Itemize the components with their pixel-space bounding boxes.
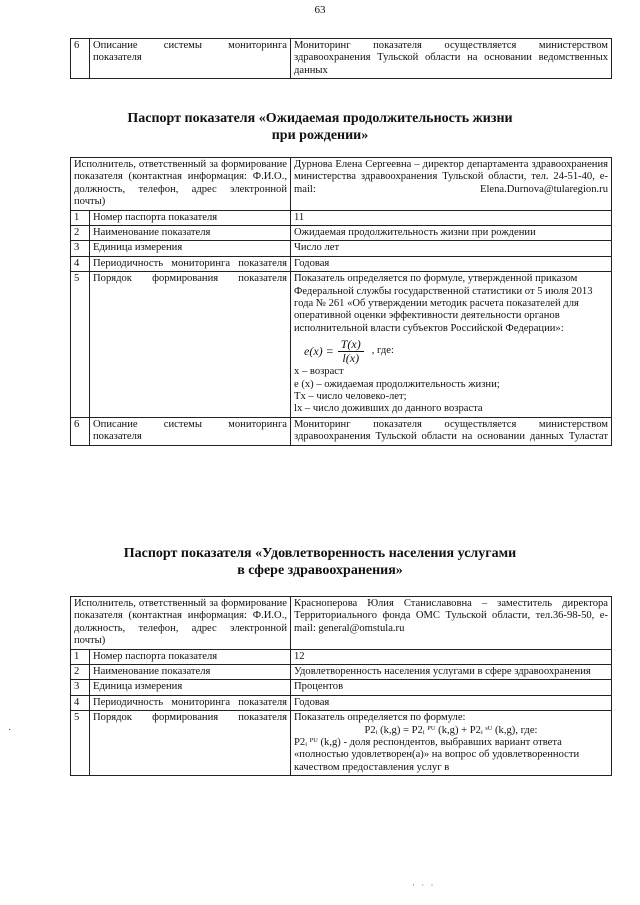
row-number: 4 [71, 695, 90, 710]
method-text: Показатель определяется по формуле, утвержденной приказом Федеральной службы государственной статистики от 5 июля 2013 года № 261 «Об утверждении методик расчета показателей для оперативной оценки эффективности деятельности органов исполнительной власти субъектов Российской Федерации»: [294, 273, 593, 334]
passport-title-line: Паспорт показателя «Ожидаемая продолжительность жизни [127, 111, 513, 126]
row-label: Порядок формирования показателя [90, 711, 291, 776]
table-row [71, 597, 612, 650]
bottom-mark: · · · [412, 880, 436, 890]
row-value: Годовая [291, 256, 612, 271]
row-value: Мониторинг показателя осуществляется министерством здравоохранения Тульской области на основании данных Туластат [291, 417, 612, 445]
row-label: Единица измерения [90, 241, 291, 256]
row-number: 4 [71, 256, 90, 271]
row-number: 5 [71, 711, 90, 776]
passport-table [70, 157, 612, 446]
formula-denominator: l(x) [342, 350, 360, 365]
executor-label: Исполнитель, ответственный за формирование показателя (контактная информация: Ф.И.О., должность, телефон, адрес электронной почты) [71, 158, 291, 211]
row-value: 12 [291, 649, 612, 664]
row-label: Наименование показателя [90, 226, 291, 241]
passport-title-line: Паспорт показателя «Удовлетворенность населения услугами [123, 546, 517, 561]
passport-title-line: в сфере здравоохранения» [237, 563, 403, 578]
table-row [71, 665, 612, 680]
passport-table [70, 596, 612, 776]
continued-table [70, 38, 612, 79]
table-row [71, 158, 612, 211]
row-label: Единица измерения [90, 680, 291, 695]
row-value: Мониторинг показателя осуществляется министерством здравоохранения Тульской области на основании ведомственных данных [291, 39, 612, 79]
row-number: 3 [71, 680, 90, 695]
table-row [71, 417, 612, 445]
row-label: Порядок формирования показателя [90, 272, 291, 417]
row-label: Периодичность мониторинга показателя [90, 256, 291, 271]
row-value: 11 [291, 210, 612, 225]
table-row [71, 226, 612, 241]
row-value: Ожидаемая продолжительность жизни при рождении [291, 226, 612, 241]
row-label: Номер паспорта показателя [90, 210, 291, 225]
formula-fraction [338, 338, 364, 364]
row-number: 6 [71, 39, 90, 79]
table-row [71, 241, 612, 256]
passport-title [60, 545, 580, 579]
method-intro: Показатель определяется по формуле: [294, 712, 466, 724]
row-value: Число лет [291, 241, 612, 256]
executor-value: Дурнова Елена Сергеевна – директор департамента здравоохранения министерства здравоохранения Тульской области, тел. 24-51-40, e-mail: Elena.Durnova@tularegion.ru [291, 158, 612, 211]
row-number: 1 [71, 649, 90, 664]
table-row [71, 649, 612, 664]
row-label: Номер паспорта показателя [90, 649, 291, 664]
table-row [71, 256, 612, 271]
method-text: P2ᵢ ᴾᵁ (k,g) - доля респондентов, выбравших вариант ответа «полностью удовлетворен(а)» на вопрос об удовлетворенности качеством предоставления услуг в [294, 737, 580, 773]
legend-item: Tx – число человеко-лет; [294, 390, 407, 402]
row-label: Наименование показателя [90, 665, 291, 680]
page-number: 63 [314, 4, 326, 16]
row-value: Процентов [291, 680, 612, 695]
table-row [71, 680, 612, 695]
passport-title [60, 110, 580, 144]
row-number: 5 [71, 272, 90, 417]
method-cell [291, 272, 612, 417]
row-value: Годовая [291, 695, 612, 710]
legend-item: lx – число доживших до данного возраста [294, 403, 483, 415]
margin-mark: ˙ [8, 728, 12, 739]
table-row [71, 695, 612, 710]
legend-item: e (x) – ожидаемая продолжительность жизни; [294, 378, 500, 390]
row-label: Периодичность мониторинга показателя [90, 695, 291, 710]
executor-label: Исполнитель, ответственный за формирование показателя (контактная информация: Ф.И.О., должность, телефон, адрес электронной почты) [71, 597, 291, 650]
formula-numerator: T(x) [338, 338, 364, 351]
row-label: Описание системы мониторинга показателя [90, 417, 291, 445]
formula-where: , где: [371, 344, 394, 356]
legend-item: x – возраст [294, 366, 344, 378]
table-row [71, 39, 612, 79]
executor-value: Красноперова Юлия Станиславовна – заместитель директора Территориального фонда ОМС Тульской области, тел.36-98-50, e-mail: general@omstula.ru [291, 597, 612, 650]
table-row [71, 272, 612, 417]
row-number: 2 [71, 226, 90, 241]
table-row [71, 711, 612, 776]
row-number: 3 [71, 241, 90, 256]
life-expectancy-formula [304, 338, 608, 364]
formula-lhs: e(x) = [304, 343, 334, 358]
row-number: 1 [71, 210, 90, 225]
row-number: 2 [71, 665, 90, 680]
table-row [71, 210, 612, 225]
satisfaction-formula: P2ᵢ (k,g) = P2ᵢ ᴾᵁ (k,g) + P2ᵢ ˢᵁ (k,g), где: [364, 724, 538, 736]
row-label: Описание системы мониторинга показателя [90, 39, 291, 79]
passport-title-line: при рождении» [271, 128, 369, 143]
row-value: Удовлетворенность населения услугами в сфере здравоохранения [291, 665, 612, 680]
row-number: 6 [71, 417, 90, 445]
method-cell [291, 711, 612, 776]
